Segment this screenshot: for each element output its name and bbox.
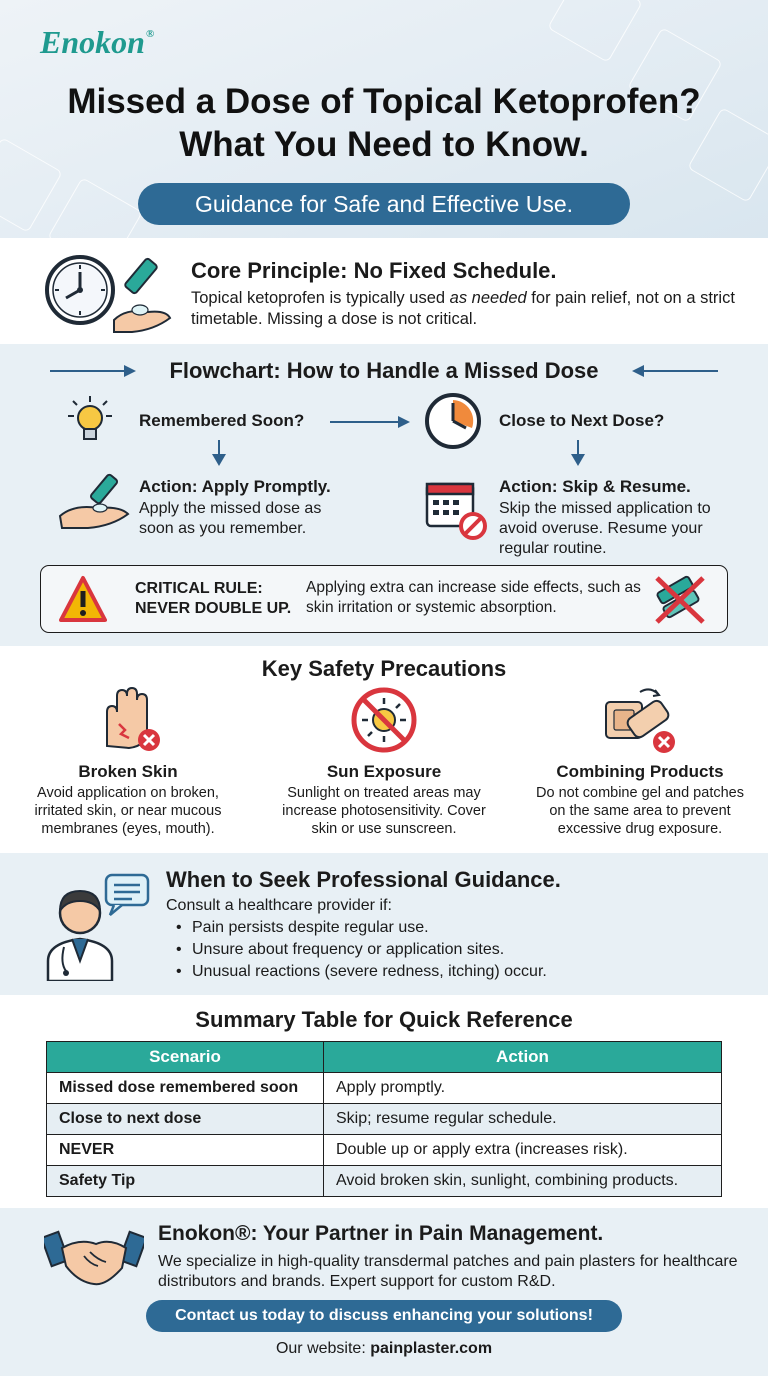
footer-text: We specialize in high-quality transdermal patches and pain plasters for healthcare distributors and brands. Expert support for custom R&D. <box>158 1253 738 1290</box>
table-cell: Skip; resume regular schedule. <box>324 1104 722 1135</box>
table-row <box>47 1166 722 1197</box>
table-header: Action <box>324 1042 722 1073</box>
combined-patches-icon <box>600 686 680 756</box>
safety-text: Sunlight on treated areas may increase photosensitivity. Cover skin or use sunscreen. <box>282 785 486 837</box>
critical-rule-heading: CRITICAL RULE: NEVER DOUBLE UP. <box>135 580 292 617</box>
footer-section <box>0 1208 768 1376</box>
no-double-icon <box>647 572 711 628</box>
broken-skin-hand-icon <box>93 686 163 754</box>
critical-rule-box <box>40 565 728 633</box>
hex-decoration <box>547 0 643 63</box>
safety-text: Avoid application on broken, irritated skin, or near mucous membranes (eyes, mouth). <box>34 785 222 837</box>
safety-heading: Broken Skin <box>78 762 178 781</box>
question-remembered-soon: Remembered Soon? <box>139 411 305 430</box>
website-line <box>0 1340 768 1358</box>
no-sun-icon <box>350 686 418 754</box>
list-item: • Unsure about frequency or application sites. <box>172 939 547 961</box>
safety-card-sun-exposure <box>256 686 512 838</box>
professional-list <box>172 917 547 983</box>
handshake-icon <box>44 1220 144 1290</box>
action-skip-text: Skip the missed application to avoid overuse. Resume your regular routine. <box>499 500 711 557</box>
down-arrow <box>577 440 579 462</box>
core-text: Topical ketoprofen is typically used as needed for pain relief, not on a strict timetable. Missing a dose is not critical. <box>191 289 735 328</box>
question-close-to-next-dose: Close to Next Dose? <box>499 411 665 430</box>
right-arrow <box>330 421 408 423</box>
critical-rule-text: Applying extra can increase side effects, such as skin irritation or systemic absorption. <box>306 579 641 616</box>
table-cell: Avoid broken skin, sunlight, combining products. <box>324 1166 722 1197</box>
action-apply-heading: Action: Apply Promptly. <box>139 477 331 496</box>
table-cell: Apply promptly. <box>324 1073 722 1104</box>
professional-guidance-section <box>0 853 768 995</box>
table-row <box>47 1104 722 1135</box>
table-header-row <box>47 1042 722 1073</box>
brand-logo: Enokon® <box>40 24 155 60</box>
professional-intro: Consult a healthcare provider if: <box>166 897 392 914</box>
core-heading: Core Principle: No Fixed Schedule. <box>191 258 557 283</box>
summary-title: Summary Table for Quick Reference <box>195 1007 573 1032</box>
header-banner <box>0 0 768 238</box>
safety-heading: Sun Exposure <box>326 762 442 781</box>
table-row <box>47 1135 722 1166</box>
gel-tube-hand-icon <box>114 258 170 332</box>
table-cell: Safety Tip <box>47 1166 324 1197</box>
warning-triangle-icon <box>59 574 107 624</box>
page-title: Missed a Dose of Topical Ketoprofen? What You Need to Know. <box>67 82 701 164</box>
subtitle-banner: Guidance for Safe and Effective Use. <box>138 183 630 225</box>
table-cell: NEVER <box>47 1135 324 1166</box>
table-cell: Close to next dose <box>47 1104 324 1135</box>
list-item: • Unusual reactions (severe redness, itching) occur. <box>172 961 547 983</box>
core-principle-section <box>0 238 768 344</box>
clock-icon <box>424 392 482 450</box>
doctor-icon <box>42 871 162 981</box>
clock-icon <box>44 250 174 338</box>
contact-button[interactable]: Contact us today to discuss enhancing your solutions! <box>146 1300 622 1332</box>
safety-text: Do not combine gel and patches on the same area to prevent excessive drug exposure. <box>536 785 744 837</box>
table-cell: Missed dose remembered soon <box>47 1073 324 1104</box>
hex-decoration <box>47 177 143 238</box>
professional-heading: When to Seek Professional Guidance. <box>166 867 561 892</box>
summary-table <box>46 1041 722 1197</box>
table-header: Scenario <box>47 1042 324 1073</box>
flowchart-title: Flowchart: How to Handle a Missed Dose <box>169 358 599 383</box>
footer-heading: Enokon®: Your Partner in Pain Management. <box>158 1222 604 1245</box>
safety-card-broken-skin <box>0 686 256 838</box>
flowchart-section <box>0 344 768 646</box>
summary-section <box>0 995 768 1208</box>
lightbulb-icon <box>62 394 118 450</box>
safety-card-combining-products <box>512 686 768 838</box>
website-link[interactable]: painplaster.com <box>370 1340 493 1357</box>
down-arrow <box>218 440 220 462</box>
calendar-no-icon <box>424 476 488 540</box>
gel-tube-hand-icon <box>58 472 134 532</box>
table-row <box>47 1073 722 1104</box>
action-skip-heading: Action: Skip & Resume. <box>499 477 691 496</box>
website-label: Our website: <box>275 1340 371 1357</box>
list-item: • Pain persists despite regular use. <box>172 917 547 939</box>
left-arrow <box>634 370 718 372</box>
safety-section <box>0 646 768 853</box>
table-cell: Double up or apply extra (increases risk). <box>324 1135 722 1166</box>
safety-heading: Combining Products <box>556 762 724 781</box>
action-apply-text: Apply the missed dose as soon as you remember. <box>139 500 322 537</box>
safety-title: Key Safety Precautions <box>261 656 507 681</box>
